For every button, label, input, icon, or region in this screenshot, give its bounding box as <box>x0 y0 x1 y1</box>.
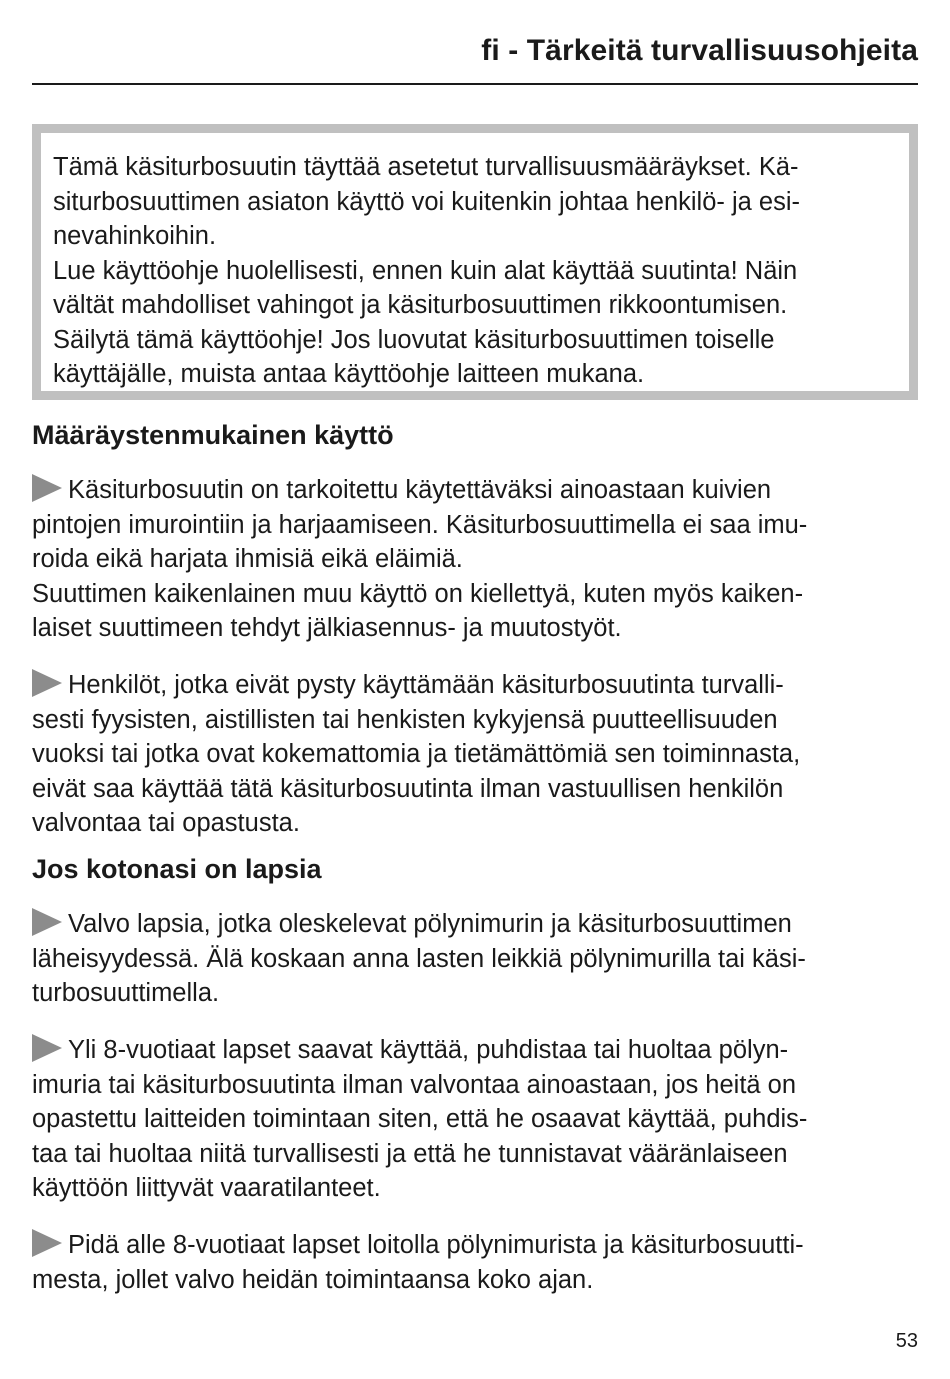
paragraph-line: sesti fyysisten, aistillisten tai henkisten kykyjensä puutteellisuuden <box>32 705 778 734</box>
paragraph-line: Pidä alle 8-vuotiaat lapset loitolla pölynimurista ja käsiturbosuutti- <box>32 1228 918 1263</box>
paragraph-intended-use <box>32 473 918 646</box>
paragraph-line: käyttöön liittyvät vaaratilanteet. <box>32 1174 381 1203</box>
paragraph-line: Valvo lapsia, jotka oleskelevat pölynimurin ja käsiturbosuuttimen <box>32 907 918 942</box>
triangle-arrow-icon <box>32 908 62 936</box>
notice-line: Tämä käsiturbosuutin täyttää asetetut turvallisuusmääräykset. Kä- <box>53 153 799 181</box>
paragraph-line: opastettu laitteiden toimintaan siten, että he osaavat käyttää, puhdis- <box>32 1105 808 1134</box>
notice-line: vältät mahdolliset vahingot ja käsiturbosuuttimen rikkoontumisen. <box>53 291 788 319</box>
triangle-arrow-icon <box>32 474 62 502</box>
safety-notice-box <box>32 124 918 400</box>
paragraph-line: vuoksi tai jotka ovat kokemattomia ja tietämättömiä sen toiminnasta, <box>32 740 801 769</box>
paragraph-line: turbosuuttimella. <box>32 979 220 1008</box>
triangle-arrow-icon <box>32 669 62 697</box>
header-divider <box>32 83 918 85</box>
notice-line: käyttäjälle, muista antaa käyttöohje laitteen mukana. <box>53 360 645 388</box>
paragraph-restricted-persons <box>32 668 918 841</box>
paragraph-line: taa tai huoltaa niitä turvallisesti ja että he tunnistavat vääränlaiseen <box>32 1139 788 1168</box>
triangle-arrow-icon <box>32 1229 62 1257</box>
page-number: 53 <box>895 1330 918 1352</box>
page-header-title: fi - Tärkeitä turvallisuusohjeita <box>481 34 918 67</box>
paragraph-supervise-children <box>32 907 918 1011</box>
section-heading-intended-use: Määräystenmukainen käyttö <box>32 420 394 450</box>
paragraph-line: laiset suuttimeen tehdyt jälkiasennus- ja muutostyöt. <box>32 614 622 643</box>
triangle-arrow-icon <box>32 1034 62 1062</box>
paragraph-line: eivät saa käyttää tätä käsiturbosuutinta ilman vastuullisen henkilön <box>32 774 784 803</box>
notice-line: Säilytä tämä käyttöohje! Jos luovutat käsiturbosuuttimen toiselle <box>53 325 775 354</box>
notice-line: Lue käyttöohje huolellisesti, ennen kuin alat käyttää suutinta! Näin <box>53 256 798 285</box>
paragraph-line: läheisyydessä. Älä koskaan anna lasten leikkiä pölynimurilla tai käsi- <box>32 944 806 973</box>
paragraph-line: Suuttimen kaikenlainen muu käyttö on kiellettyä, kuten myös kaiken- <box>32 579 804 608</box>
safety-notice-text <box>53 150 898 392</box>
notice-line: siturbosuuttimen asiaton käyttö voi kuitenkin johtaa henkilö- ja esi- <box>53 187 800 216</box>
notice-line: nevahinkoihin. <box>53 222 217 250</box>
paragraph-line: Henkilöt, jotka eivät pysty käyttämään käsiturbosuutinta turvalli- <box>32 668 918 703</box>
paragraph-line: imuria tai käsiturbosuutinta ilman valvontaa ainoastaan, jos heitä on <box>32 1070 797 1099</box>
paragraph-line: Käsiturbosuutin on tarkoitettu käytettäväksi ainoastaan kuivien <box>32 473 918 508</box>
paragraph-line: pintojen imurointiin ja harjaamiseen. Käsiturbosuuttimella ei saa imu- <box>32 510 808 539</box>
paragraph-line: mesta, jollet valvo heidän toimintaansa koko ajan. <box>32 1265 594 1294</box>
section-heading-children: Jos kotonasi on lapsia <box>32 854 322 884</box>
paragraph-children-under-8 <box>32 1228 918 1297</box>
paragraph-children-over-8 <box>32 1033 918 1206</box>
paragraph-line: roida eikä harjata ihmisiä eikä eläimiä. <box>32 545 463 574</box>
paragraph-line: valvontaa tai opastusta. <box>32 809 300 838</box>
paragraph-line: Yli 8-vuotiaat lapset saavat käyttää, puhdistaa tai huoltaa pölyn- <box>32 1033 918 1068</box>
